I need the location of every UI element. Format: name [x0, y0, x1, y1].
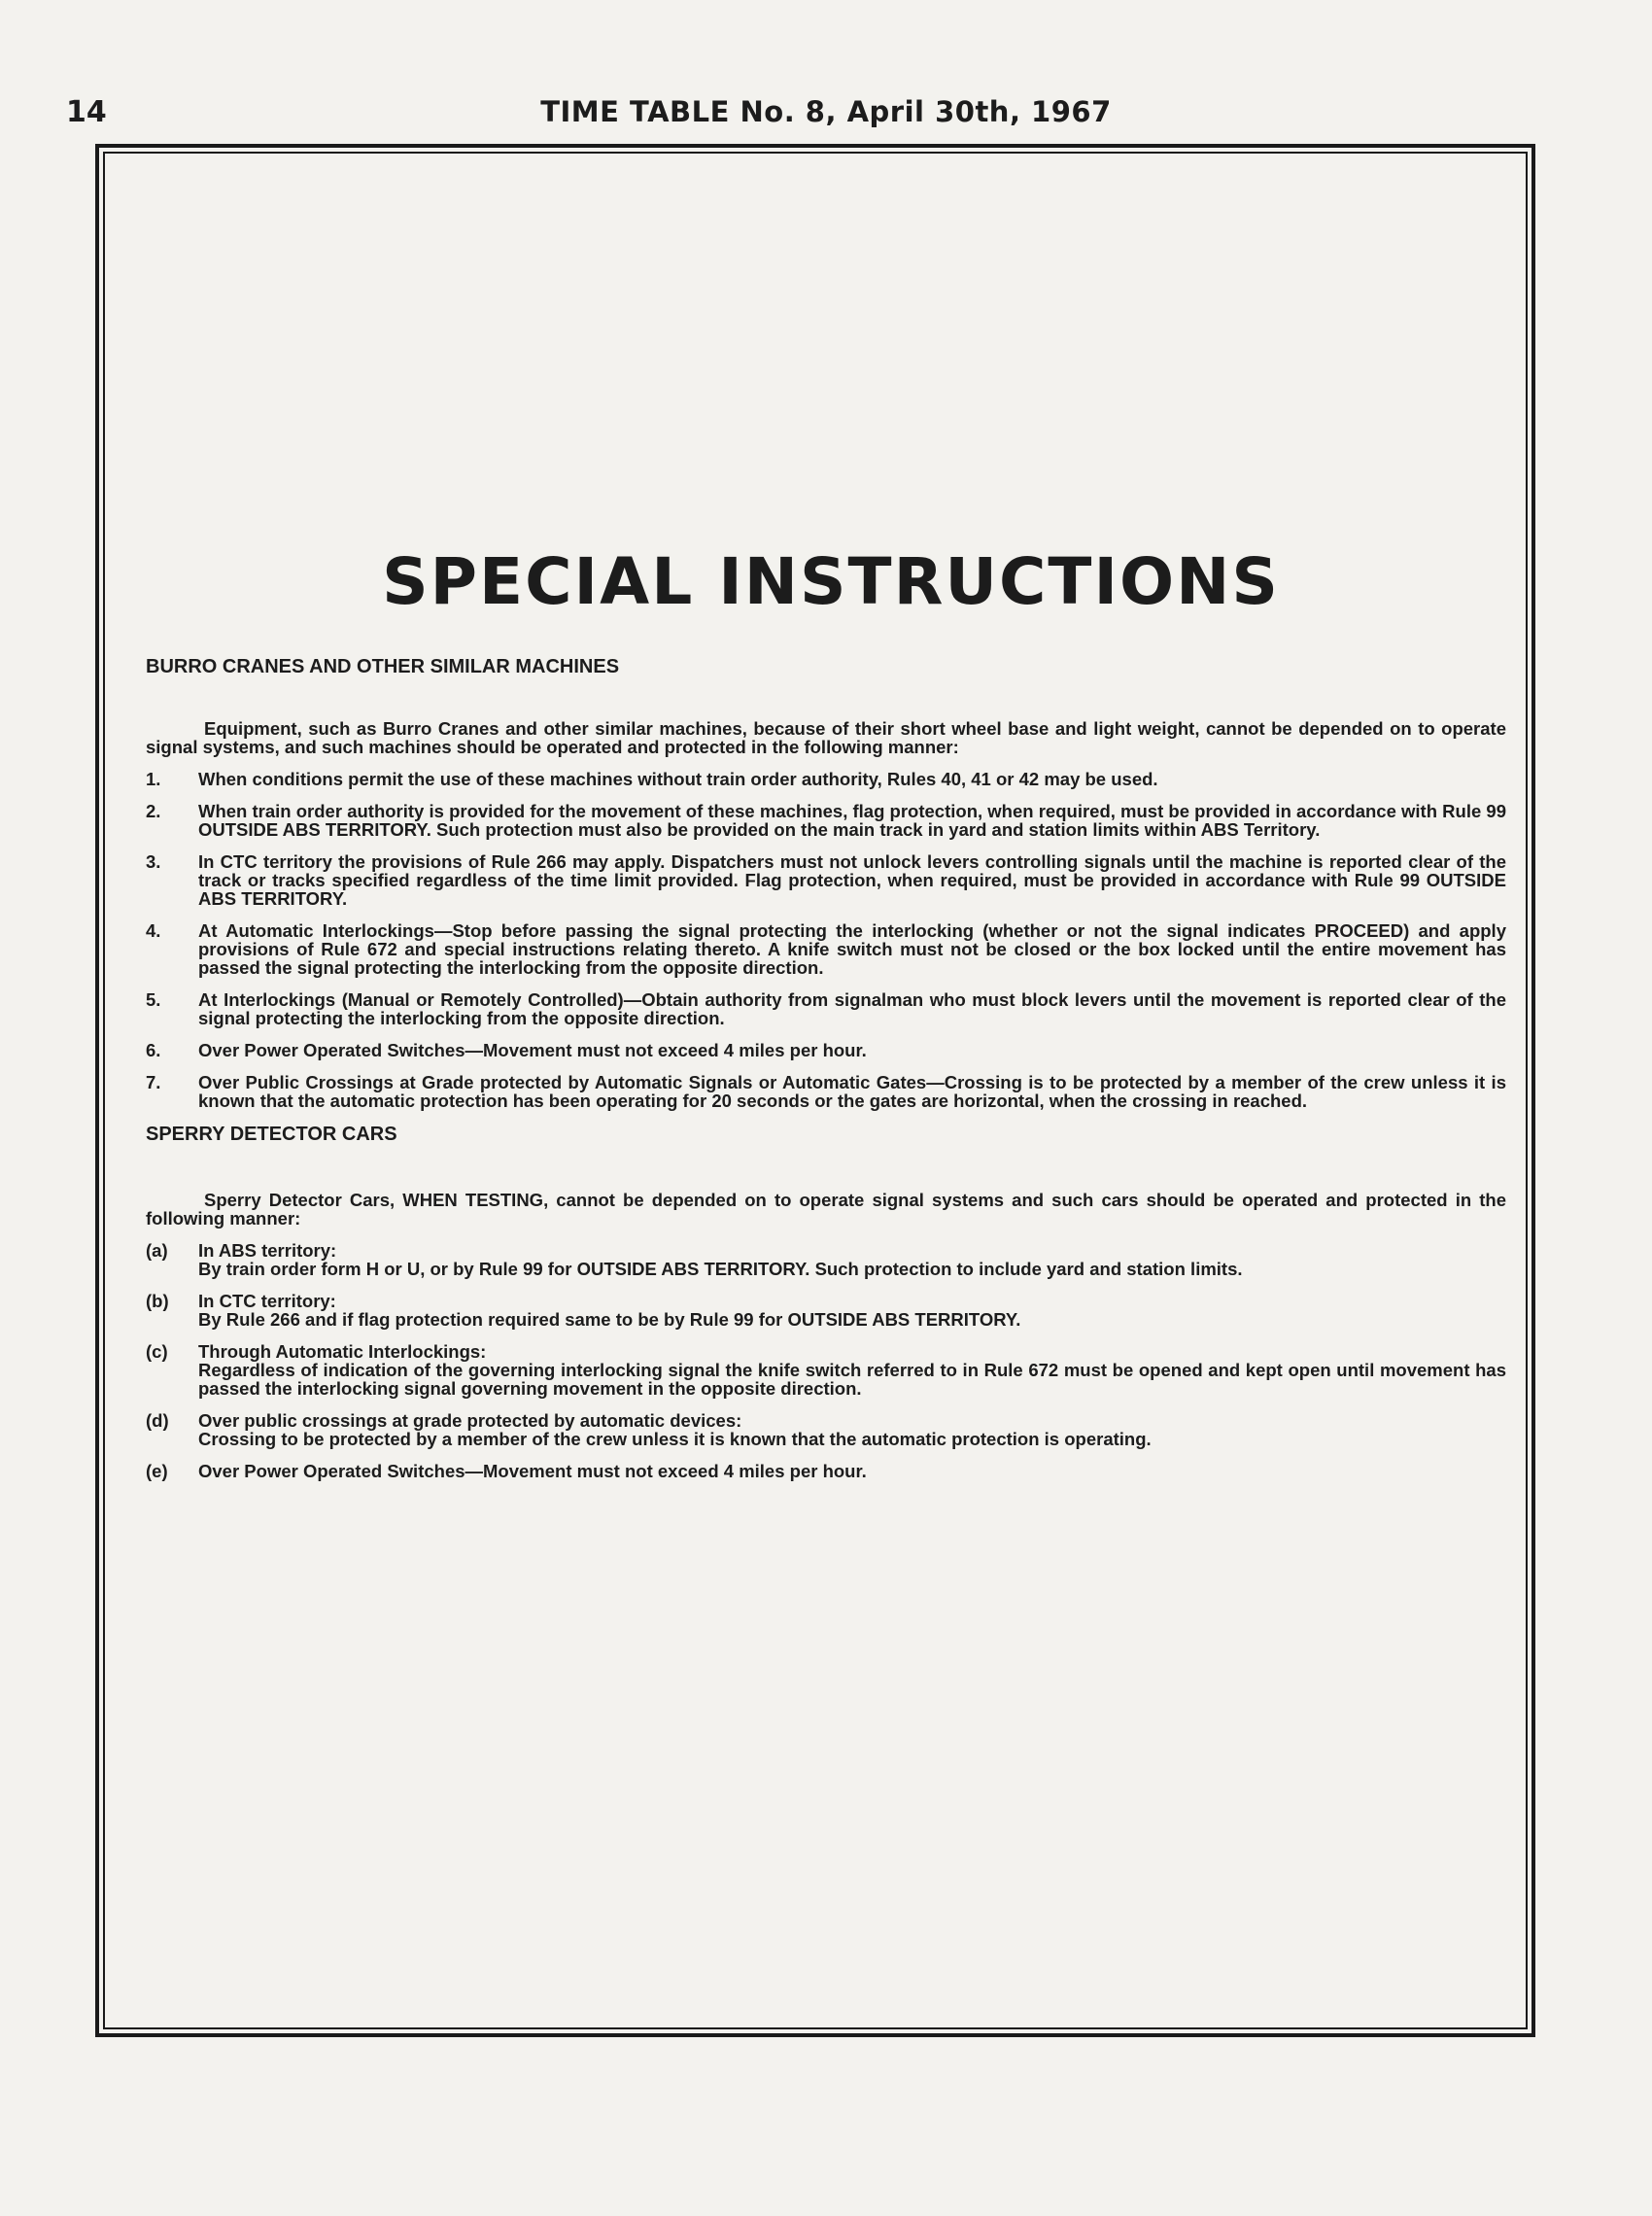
item-text: By Rule 266 and if flag protection required same to be by Rule 99 for OUTSIDE ABS TERRITORY.	[198, 1309, 1021, 1330]
list-item	[146, 1241, 1506, 1278]
content-area	[146, 544, 1506, 1494]
item-body	[198, 1411, 1506, 1448]
list-item	[146, 1462, 1506, 1480]
list-item	[146, 852, 1506, 908]
item-letter: (c)	[146, 1341, 168, 1362]
item-number: 2.	[146, 801, 161, 821]
list-item	[146, 1342, 1506, 1398]
section-heading-sperry: SPERRY DETECTOR CARS	[146, 1124, 397, 1145]
item-text: By train order form H or U, or by Rule 99 for OUTSIDE ABS TERRITORY. Such protection to include yard and station limits.	[198, 1259, 1243, 1279]
item-number: 6.	[146, 1040, 161, 1060]
sperry-intro: Sperry Detector Cars, WHEN TESTING, cannot be depended on to operate signal systems and such cars should be operated and protected in the following manner:	[146, 1190, 1506, 1229]
item-title: Through Automatic Interlockings:	[198, 1341, 487, 1362]
item-number: 7.	[146, 1072, 161, 1092]
page-title: SPECIAL INSTRUCTIONS	[382, 544, 1280, 619]
item-text: At Interlockings (Manual or Remotely Controlled)—Obtain authority from signalman who must block levers until the movement is reported clear of the signal protecting the interlocking from the opposite direction.	[198, 989, 1506, 1028]
item-text: Over Power Operated Switches—Movement must not exceed 4 miles per hour.	[198, 1461, 867, 1481]
item-title: In CTC territory:	[198, 1291, 336, 1311]
item-number: 5.	[146, 989, 161, 1010]
item-text: Crossing to be protected by a member of the crew unless it is known that the automatic protection is operating.	[198, 1429, 1152, 1449]
burro-intro: Equipment, such as Burro Cranes and other similar machines, because of their short wheel base and light weight, cannot be depended on to operate signal systems, and such machines should be operated and protected in the following manner:	[146, 718, 1506, 757]
list-item	[146, 1411, 1506, 1448]
section-heading-burro: BURRO CRANES AND OTHER SIMILAR MACHINES	[146, 656, 620, 677]
item-text: Over Public Crossings at Grade protected by Automatic Signals or Automatic Gates—Crossing is to be protected by a member of the crew unless it is known that the automatic protection has been operating for 20 seconds or the gates are horizontal, when the crossing in reached.	[198, 1072, 1506, 1111]
item-body	[198, 1342, 1506, 1398]
list-item	[146, 1292, 1506, 1329]
item-text: In CTC territory the provisions of Rule 266 may apply. Dispatchers must not unlock levers controlling signals until the machine is reported clear of the track or tracks specified regardless of the time limit provided. Flag protection, when required, must be provided in accordance with Rule 99 OUTSIDE ABS TERRITORY.	[198, 851, 1506, 909]
running-title: TIME TABLE No. 8, April 30th, 1967	[540, 95, 1112, 128]
item-text: Over Power Operated Switches—Movement must not exceed 4 miles per hour.	[198, 1040, 867, 1060]
list-item	[146, 921, 1506, 977]
item-text: When train order authority is provided for the movement of these machines, flag protection, when required, must be provided in accordance with Rule 99 OUTSIDE ABS TERRITORY. Such protection must also be provided on the main track in yard and station limits within ABS Territory.	[198, 801, 1506, 840]
item-text: Regardless of indication of the governing interlocking signal the knife switch referred to in Rule 672 must be opened and kept open until movement has passed the interlocking signal governing movement in the opposite direction.	[198, 1360, 1506, 1399]
item-number: 4.	[146, 920, 161, 941]
item-title: In ABS territory:	[198, 1240, 337, 1261]
list-item	[146, 1041, 1506, 1059]
list-item	[146, 802, 1506, 839]
item-body	[198, 1241, 1506, 1278]
item-text: At Automatic Interlockings—Stop before passing the signal protecting the interlocking (whether or not the signal indicates PROCEED) and apply provisions of Rule 672 and special instructions relating thereto. A knife switch must not be closed or the box locked until the entire movement has passed the signal protecting the interlocking from the opposite direction.	[198, 920, 1506, 978]
page-number: 14	[66, 95, 107, 129]
item-text: When conditions permit the use of these machines without train order authority, Rules 40, 41 or 42 may be used.	[198, 769, 1158, 789]
item-letter: (d)	[146, 1410, 169, 1431]
item-number: 3.	[146, 851, 161, 872]
list-item	[146, 990, 1506, 1027]
item-letter: (a)	[146, 1240, 168, 1261]
list-item	[146, 1073, 1506, 1110]
item-letter: (e)	[146, 1461, 168, 1481]
item-body	[198, 1462, 1506, 1480]
item-letter: (b)	[146, 1291, 169, 1311]
item-number: 1.	[146, 769, 161, 789]
burro-instruction-list	[146, 770, 1506, 1110]
list-item	[146, 770, 1506, 788]
item-title: Over public crossings at grade protected by automatic devices:	[198, 1410, 742, 1431]
sperry-instruction-list	[146, 1241, 1506, 1480]
item-body	[198, 1292, 1506, 1329]
